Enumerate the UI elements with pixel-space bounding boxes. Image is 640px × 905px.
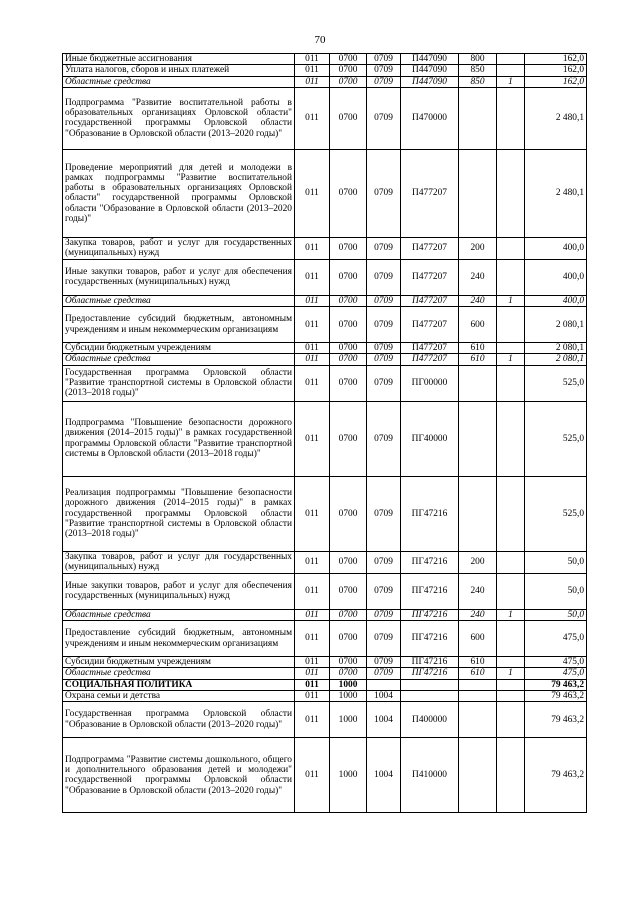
cell-funding-source bbox=[497, 621, 525, 657]
cell-ministry-code: 011 bbox=[295, 259, 330, 295]
row-name: Проведение мероприятий для детей и молодежи в рамках подпрограммы "Развитие воспитательной работы в образовательных организациях Орловской области" государственной программы Орловской области "Образование в Орловской области (2013–2020 годы)" bbox=[63, 149, 295, 237]
cell-amount: 525,0 bbox=[525, 365, 587, 401]
row-name: Предоставление субсидий бюджетным, автономным учреждениям и иным некоммерческим организациям bbox=[63, 307, 295, 343]
cell-funding-source bbox=[497, 702, 525, 738]
cell-ministry-code: 011 bbox=[295, 295, 330, 306]
row-name: Иные бюджетные ассигнования bbox=[63, 54, 295, 65]
cell-section-code: 0700 bbox=[330, 354, 367, 365]
row-name: Уплата налогов, сборов и иных платежей bbox=[63, 65, 295, 76]
cell-subsection-code bbox=[367, 679, 401, 690]
cell-subsection-code: 0709 bbox=[367, 54, 401, 65]
cell-subsection-code: 0709 bbox=[367, 149, 401, 237]
cell-section-code: 0700 bbox=[330, 295, 367, 306]
cell-subsection-code: 0709 bbox=[367, 237, 401, 259]
table-row bbox=[63, 307, 587, 343]
cell-target-article: П477207 bbox=[401, 307, 459, 343]
cell-subsection-code: 0709 bbox=[367, 401, 401, 476]
row-name: Государственная программа Орловской области "Развитие транспортной системы в Орловской области (2013–2018 годы)" bbox=[63, 365, 295, 401]
cell-ministry-code: 011 bbox=[295, 76, 330, 87]
row-name: Областные средства bbox=[63, 76, 295, 87]
cell-expense-type: 240 bbox=[459, 295, 497, 306]
cell-target-article: П470000 bbox=[401, 87, 459, 149]
cell-amount: 525,0 bbox=[525, 476, 587, 551]
cell-funding-source bbox=[497, 87, 525, 149]
cell-target-article: ПГ00000 bbox=[401, 365, 459, 401]
cell-expense-type bbox=[459, 690, 497, 701]
table-row bbox=[63, 237, 587, 259]
row-name: Предоставление субсидий бюджетным, автономным учреждениям и иным некоммерческим организациям bbox=[63, 621, 295, 657]
cell-subsection-code: 0709 bbox=[367, 573, 401, 609]
cell-section-code: 0700 bbox=[330, 54, 367, 65]
cell-amount: 79 463,2 bbox=[525, 702, 587, 738]
cell-funding-source bbox=[497, 679, 525, 690]
cell-subsection-code: 1004 bbox=[367, 738, 401, 813]
row-name: Закупка товаров, работ и услуг для государственных (муниципальных) нужд bbox=[63, 237, 295, 259]
table-row bbox=[63, 668, 587, 679]
cell-amount: 400,0 bbox=[525, 237, 587, 259]
cell-subsection-code: 0709 bbox=[367, 307, 401, 343]
cell-funding-source: 1 bbox=[497, 668, 525, 679]
row-name: Областные средства bbox=[63, 668, 295, 679]
cell-target-article: П477207 bbox=[401, 295, 459, 306]
cell-section-code: 0700 bbox=[330, 259, 367, 295]
row-name: Областные средства bbox=[63, 354, 295, 365]
cell-funding-source bbox=[497, 738, 525, 813]
cell-funding-source bbox=[497, 259, 525, 295]
cell-expense-type bbox=[459, 702, 497, 738]
cell-section-code: 0700 bbox=[330, 551, 367, 573]
cell-expense-type bbox=[459, 149, 497, 237]
cell-expense-type bbox=[459, 738, 497, 813]
table-row bbox=[63, 401, 587, 476]
row-name: Охрана семьи и детства bbox=[63, 690, 295, 701]
cell-target-article bbox=[401, 679, 459, 690]
cell-funding-source bbox=[497, 401, 525, 476]
cell-ministry-code: 011 bbox=[295, 690, 330, 701]
cell-subsection-code: 0709 bbox=[367, 668, 401, 679]
cell-amount: 162,0 bbox=[525, 65, 587, 76]
cell-target-article: П447090 bbox=[401, 76, 459, 87]
cell-ministry-code: 011 bbox=[295, 365, 330, 401]
cell-expense-type: 600 bbox=[459, 621, 497, 657]
table-row bbox=[63, 609, 587, 620]
cell-subsection-code: 1004 bbox=[367, 702, 401, 738]
cell-ministry-code: 011 bbox=[295, 657, 330, 668]
cell-target-article: П410000 bbox=[401, 738, 459, 813]
table-row bbox=[63, 476, 587, 551]
cell-funding-source bbox=[497, 690, 525, 701]
cell-amount: 2 480,1 bbox=[525, 149, 587, 237]
row-name: Субсидии бюджетным учреждениям bbox=[63, 657, 295, 668]
table-row bbox=[63, 702, 587, 738]
row-name: Подпрограмма "Развитие воспитательной работы в образовательных организациях Орловской области" государственной программы Орловской области "Образование в Орловской области (2013–2020 годы)" bbox=[63, 87, 295, 149]
table-row bbox=[63, 738, 587, 813]
cell-subsection-code: 0709 bbox=[367, 295, 401, 306]
table-row bbox=[63, 343, 587, 354]
cell-amount: 162,0 bbox=[525, 54, 587, 65]
cell-funding-source: 1 bbox=[497, 76, 525, 87]
cell-target-article: П477207 bbox=[401, 343, 459, 354]
cell-target-article: ПГ47216 bbox=[401, 609, 459, 620]
cell-funding-source bbox=[497, 365, 525, 401]
cell-amount: 50,0 bbox=[525, 573, 587, 609]
cell-section-code: 0700 bbox=[330, 657, 367, 668]
cell-ministry-code: 011 bbox=[295, 668, 330, 679]
cell-funding-source bbox=[497, 343, 525, 354]
cell-target-article: ПГ47216 bbox=[401, 573, 459, 609]
cell-target-article: П477207 bbox=[401, 149, 459, 237]
cell-target-article: П447090 bbox=[401, 65, 459, 76]
cell-subsection-code: 0709 bbox=[367, 354, 401, 365]
row-name: Областные средства bbox=[63, 295, 295, 306]
table-row bbox=[63, 679, 587, 690]
cell-amount: 2 080,1 bbox=[525, 307, 587, 343]
cell-expense-type: 800 bbox=[459, 54, 497, 65]
cell-ministry-code: 011 bbox=[295, 679, 330, 690]
cell-section-code: 0700 bbox=[330, 668, 367, 679]
cell-section-code: 0700 bbox=[330, 476, 367, 551]
cell-funding-source bbox=[497, 54, 525, 65]
cell-target-article: ПГ47216 bbox=[401, 657, 459, 668]
table-row bbox=[63, 149, 587, 237]
cell-amount: 79 463,2 bbox=[525, 690, 587, 701]
cell-ministry-code: 011 bbox=[295, 343, 330, 354]
cell-funding-source bbox=[497, 573, 525, 609]
cell-target-article: П477207 bbox=[401, 237, 459, 259]
table-row bbox=[63, 76, 587, 87]
cell-funding-source: 1 bbox=[497, 354, 525, 365]
row-name: Государственная программа Орловской области "Образование в Орловской области (2013–2020 годы)" bbox=[63, 702, 295, 738]
row-name: Субсидии бюджетным учреждениям bbox=[63, 343, 295, 354]
table-row bbox=[63, 621, 587, 657]
table-row bbox=[63, 54, 587, 65]
cell-subsection-code: 0709 bbox=[367, 65, 401, 76]
table-row bbox=[63, 87, 587, 149]
cell-section-code: 0700 bbox=[330, 76, 367, 87]
cell-ministry-code: 011 bbox=[295, 237, 330, 259]
row-name: Иные закупки товаров, работ и услуг для обеспечения государственных (муниципальных) нужд bbox=[63, 573, 295, 609]
cell-subsection-code: 0709 bbox=[367, 259, 401, 295]
cell-section-code: 0700 bbox=[330, 87, 367, 149]
budget-table bbox=[62, 53, 587, 813]
cell-funding-source bbox=[497, 657, 525, 668]
table-row bbox=[63, 690, 587, 701]
cell-ministry-code: 011 bbox=[295, 149, 330, 237]
cell-subsection-code: 0709 bbox=[367, 621, 401, 657]
table-row bbox=[63, 295, 587, 306]
row-name: СОЦИАЛЬНАЯ ПОЛИТИКА bbox=[63, 679, 295, 690]
table-row bbox=[63, 354, 587, 365]
cell-expense-type: 240 bbox=[459, 259, 497, 295]
cell-expense-type: 610 bbox=[459, 343, 497, 354]
cell-subsection-code: 0709 bbox=[367, 609, 401, 620]
cell-section-code: 0700 bbox=[330, 401, 367, 476]
cell-section-code: 0700 bbox=[330, 149, 367, 237]
cell-funding-source bbox=[497, 149, 525, 237]
cell-subsection-code: 0709 bbox=[367, 343, 401, 354]
table-row bbox=[63, 365, 587, 401]
cell-expense-type bbox=[459, 401, 497, 476]
cell-expense-type: 200 bbox=[459, 551, 497, 573]
cell-expense-type bbox=[459, 87, 497, 149]
cell-expense-type: 610 bbox=[459, 668, 497, 679]
cell-expense-type: 610 bbox=[459, 657, 497, 668]
cell-funding-source bbox=[497, 65, 525, 76]
cell-target-article: П477207 bbox=[401, 259, 459, 295]
cell-amount: 400,0 bbox=[525, 295, 587, 306]
cell-target-article: ПГ47216 bbox=[401, 551, 459, 573]
cell-section-code: 0700 bbox=[330, 343, 367, 354]
table-row bbox=[63, 551, 587, 573]
cell-ministry-code: 011 bbox=[295, 307, 330, 343]
cell-section-code: 0700 bbox=[330, 621, 367, 657]
cell-subsection-code: 0709 bbox=[367, 657, 401, 668]
cell-subsection-code: 0709 bbox=[367, 87, 401, 149]
cell-funding-source bbox=[497, 237, 525, 259]
cell-target-article: ПГ47216 bbox=[401, 621, 459, 657]
cell-section-code: 0700 bbox=[330, 65, 367, 76]
cell-amount: 2 080,1 bbox=[525, 354, 587, 365]
cell-expense-type: 240 bbox=[459, 573, 497, 609]
cell-target-article: П477207 bbox=[401, 354, 459, 365]
cell-subsection-code: 0709 bbox=[367, 365, 401, 401]
cell-target-article bbox=[401, 690, 459, 701]
budget-table-body bbox=[63, 54, 587, 813]
row-name: Областные средства bbox=[63, 609, 295, 620]
cell-expense-type: 850 bbox=[459, 76, 497, 87]
table-row bbox=[63, 657, 587, 668]
cell-funding-source bbox=[497, 307, 525, 343]
cell-ministry-code: 011 bbox=[295, 738, 330, 813]
cell-section-code: 0700 bbox=[330, 307, 367, 343]
row-name: Подпрограмма "Повышение безопасности дорожного движения (2014–2015 годы)" в рамках государственной программы Орловской области "Развитие транспортной системы в Орловской области (2013–2018 годы)" bbox=[63, 401, 295, 476]
cell-expense-type: 200 bbox=[459, 237, 497, 259]
cell-ministry-code: 011 bbox=[295, 87, 330, 149]
cell-funding-source bbox=[497, 476, 525, 551]
cell-ministry-code: 011 bbox=[295, 354, 330, 365]
cell-funding-source: 1 bbox=[497, 295, 525, 306]
cell-amount: 475,0 bbox=[525, 621, 587, 657]
table-row bbox=[63, 259, 587, 295]
cell-ministry-code: 011 bbox=[295, 573, 330, 609]
row-name: Подпрограмма "Развитие системы дошкольного, общего и дополнительного образования детей и молодежи" государственной программы Орловской области "Образование в Орловской области (2013–2020 годы)" bbox=[63, 738, 295, 813]
cell-amount: 2 080,1 bbox=[525, 343, 587, 354]
cell-amount: 79 463,2 bbox=[525, 738, 587, 813]
cell-expense-type bbox=[459, 679, 497, 690]
cell-expense-type bbox=[459, 365, 497, 401]
cell-section-code: 1000 bbox=[330, 679, 367, 690]
cell-amount: 475,0 bbox=[525, 657, 587, 668]
cell-expense-type bbox=[459, 476, 497, 551]
cell-section-code: 0700 bbox=[330, 609, 367, 620]
cell-amount: 400,0 bbox=[525, 259, 587, 295]
cell-ministry-code: 011 bbox=[295, 65, 330, 76]
cell-ministry-code: 011 bbox=[295, 621, 330, 657]
cell-amount: 475,0 bbox=[525, 668, 587, 679]
row-name: Реализация подпрограммы "Повышение безопасности дорожного движения (2014–2015 годы)" в рамках государственной программы Орловской области "Развитие транспортной системы в Орловской области (2013–2018 годы)" bbox=[63, 476, 295, 551]
cell-target-article: ПГ47216 bbox=[401, 476, 459, 551]
cell-ministry-code: 011 bbox=[295, 401, 330, 476]
cell-funding-source: 1 bbox=[497, 609, 525, 620]
cell-funding-source bbox=[497, 551, 525, 573]
row-name: Закупка товаров, работ и услуг для государственных (муниципальных) нужд bbox=[63, 551, 295, 573]
cell-target-article: П400000 bbox=[401, 702, 459, 738]
page-number: 70 bbox=[314, 34, 326, 46]
cell-amount: 50,0 bbox=[525, 551, 587, 573]
cell-section-code: 0700 bbox=[330, 237, 367, 259]
cell-amount: 79 463,2 bbox=[525, 679, 587, 690]
cell-ministry-code: 011 bbox=[295, 551, 330, 573]
cell-ministry-code: 011 bbox=[295, 609, 330, 620]
cell-section-code: 1000 bbox=[330, 738, 367, 813]
cell-target-article: П447090 bbox=[401, 54, 459, 65]
cell-target-article: ПГ47216 bbox=[401, 668, 459, 679]
cell-amount: 525,0 bbox=[525, 401, 587, 476]
cell-ministry-code: 011 bbox=[295, 54, 330, 65]
cell-amount: 162,0 bbox=[525, 76, 587, 87]
cell-section-code: 1000 bbox=[330, 690, 367, 701]
cell-subsection-code: 0709 bbox=[367, 476, 401, 551]
cell-expense-type: 850 bbox=[459, 65, 497, 76]
row-name: Иные закупки товаров, работ и услуг для обеспечения государственных (муниципальных) нужд bbox=[63, 259, 295, 295]
cell-expense-type: 600 bbox=[459, 307, 497, 343]
table-row bbox=[63, 65, 587, 76]
cell-amount: 2 480,1 bbox=[525, 87, 587, 149]
cell-section-code: 0700 bbox=[330, 573, 367, 609]
cell-amount: 50,0 bbox=[525, 609, 587, 620]
cell-section-code: 0700 bbox=[330, 365, 367, 401]
cell-section-code: 1000 bbox=[330, 702, 367, 738]
cell-subsection-code: 0709 bbox=[367, 551, 401, 573]
cell-ministry-code: 011 bbox=[295, 702, 330, 738]
cell-ministry-code: 011 bbox=[295, 476, 330, 551]
cell-expense-type: 610 bbox=[459, 354, 497, 365]
cell-subsection-code: 0709 bbox=[367, 76, 401, 87]
cell-subsection-code: 1004 bbox=[367, 690, 401, 701]
cell-target-article: ПГ40000 bbox=[401, 401, 459, 476]
table-row bbox=[63, 573, 587, 609]
cell-expense-type: 240 bbox=[459, 609, 497, 620]
